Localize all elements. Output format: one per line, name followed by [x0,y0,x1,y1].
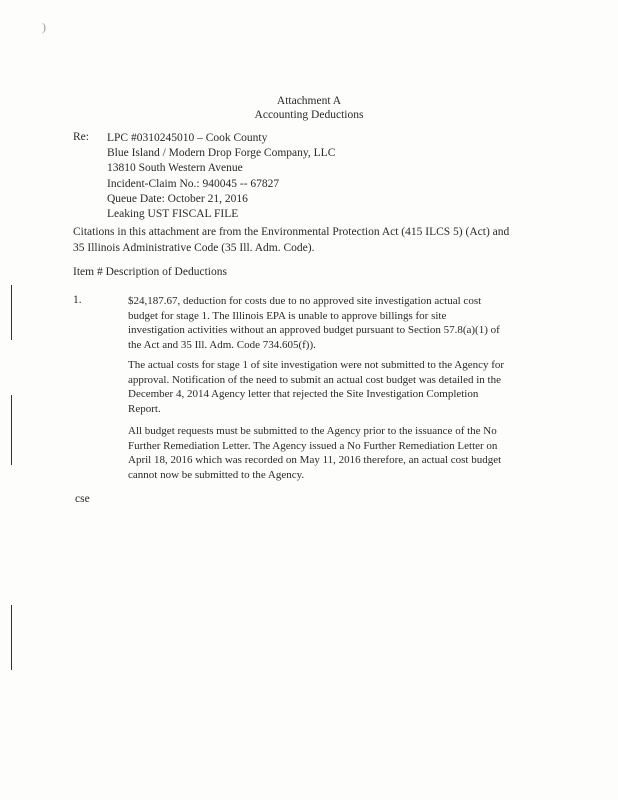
item-paragraph [128,358,538,416]
re-line: Leaking UST FISCAL FILE [107,208,239,221]
item-line: All budget requests must be submitted to the Agency prior to the issuance of the No [128,425,497,437]
item-line: The actual costs for stage 1 of site investigation were not submitted to the Agency for [128,359,505,371]
scan-mark: ) [42,20,46,34]
citations-line: Citations in this attachment are from the Environmental Protection Act (415 ILCS 5) (Act) and [73,226,510,238]
re-label: Re: [73,131,89,143]
cc-initials: cse [75,493,90,505]
item-number: 1. [73,294,82,306]
attachment-title: Attachment A [276,95,342,107]
re-line: LPC #0310245010 – Cook County [107,132,268,144]
re-block [107,131,335,222]
item-header: Item # Description of Deductions [73,266,227,278]
re-line: Incident-Claim No.: 940045 -- 67827 [107,177,280,190]
item-line: budget for stage 1. The Illinois EPA is unable to approve billings for site [128,309,447,322]
citations-line: 35 Illinois Administrative Code (35 Ill. Adm. Code). [73,241,315,254]
left-margin-bar [11,395,12,465]
citations-paragraph [73,225,509,256]
item-line: approval. Notification of the need to submit an actual cost budget was detailed in the [128,373,501,386]
item-line: investigation activities without an approved budget pursuant to Section 57.8(a)(1) of [128,324,500,337]
left-margin-bar [11,285,12,340]
re-line: 13810 South Western Avenue [107,162,243,175]
item-line: cannot now be submitted to the Agency. [128,468,305,481]
item-line: April 18, 2016 which was recorded on May 11, 2016 therefore, an actual cost budget [128,454,502,467]
re-line: Blue Island / Modern Drop Forge Company, LLC [107,147,336,160]
item-line: December 4, 2014 Agency letter that rejected the Site Investigation Completion [128,388,479,401]
item-line: Report. [128,402,161,415]
item-paragraph [128,424,538,482]
item-line: $24,187.67, deduction for costs due to no approved site investigation actual cost [128,295,482,307]
attachment-subtitle: Accounting Deductions [254,109,364,121]
left-margin-bar [11,605,12,670]
item-line: Further Remediation Letter. The Agency issued a No Further Remediation Letter on [128,439,498,452]
re-line: Queue Date: October 21, 2016 [107,192,248,205]
item-paragraph [128,294,538,352]
item-line: the Act and 35 Ill. Adm. Code 734.605(f)). [128,338,316,351]
